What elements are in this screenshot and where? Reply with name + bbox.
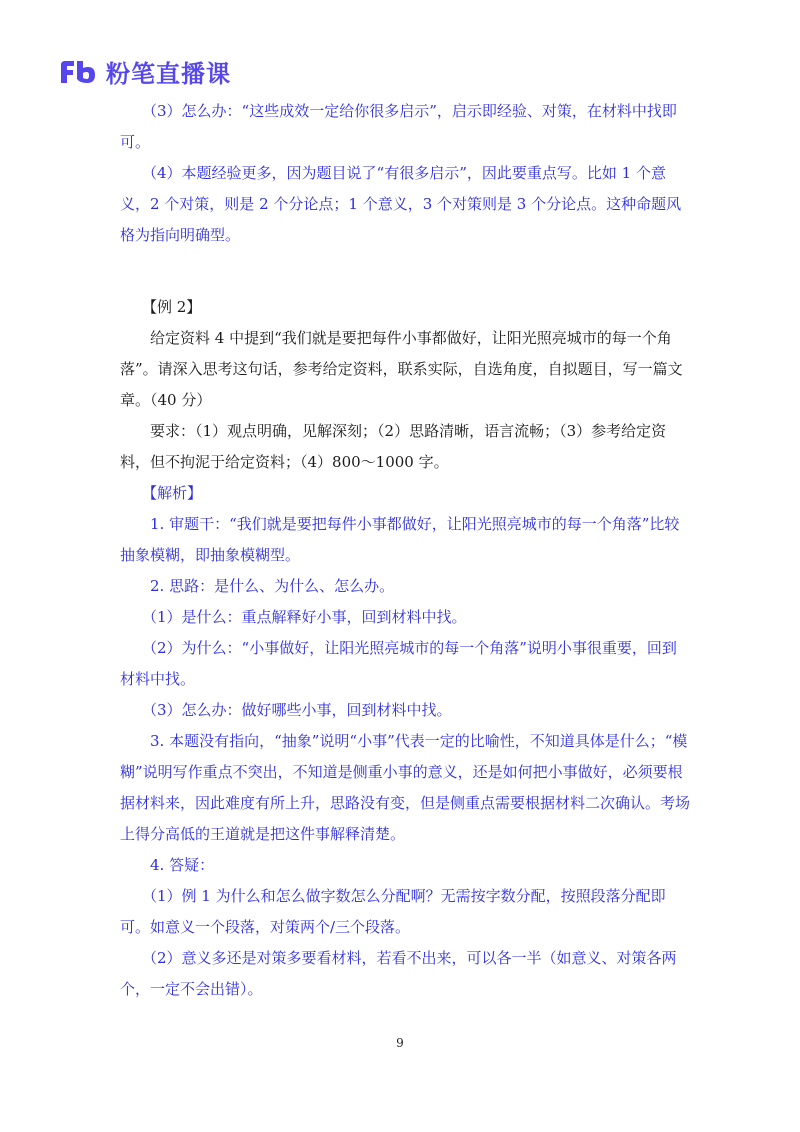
document-body: [120, 96, 690, 1005]
analysis-paragraph-2-2: （2）为什么：“小事做好，让阳光照亮城市的每一个角落”说明小事很重要，回到材料中找。: [120, 639, 677, 688]
page-number: 9: [396, 1036, 404, 1050]
part1-paragraph-4: （4）本题经验更多，因为题目说了“有很多启示”，因此要重点写。比如 1 个意义，2 个对策，则是 2 个分论点；1 个意义，3 个对策则是 3 个分论点。这种命题风格为指向明确型。: [120, 164, 682, 244]
analysis-paragraph-2-3: （3）怎么办：做好哪些小事，回到材料中找。: [142, 701, 452, 719]
analysis-paragraph-4-1: （1）例 1 为什么和怎么做字数怎么分配啊？无需按字数分配，按照段落分配即可。如意义一个段落，对策两个/三个段落。: [120, 887, 666, 936]
example2-requirements: 要求：（1）观点明确，见解深刻；（2）思路清晰，语言流畅；（3）参考给定资料，但不拘泥于给定资料；（4）800～1000 字。: [120, 422, 667, 471]
analysis-paragraph-1: 1. 审题干：“我们就是要把每件小事都做好，让阳光照亮城市的每一个角落”比较抽象模糊，即抽象模糊型。: [120, 515, 680, 564]
example2-question: 给定资料 4 中提到“我们就是要把每件小事都做好，让阳光照亮城市的每一个角落”。请深入思考这句话，参考给定资料，联系实际，自选角度，自拟题目，写一篇文章。（40 分）: [120, 329, 683, 409]
brand-name: 粉笔直播课: [106, 60, 231, 88]
analysis-paragraph-3: 3. 本题没有指向，“抽象”说明“小事”代表一定的比喻性，不知道具体是什么；“模糊”说明写作重点不突出，不知道是侧重小事的意义，还是如何把小事做好，必须要根据材料来，因此难度有所上升，思路没有变，但是侧重点需要根据材料二次确认。考场上得分高低的王道就是把这件事解释清楚。: [120, 732, 691, 843]
analysis-paragraph-2: 2. 思路：是什么、为什么、怎么办。: [150, 577, 395, 595]
analysis-paragraph-4: 4. 答疑：: [150, 856, 215, 874]
analysis-heading: 【解析】: [142, 484, 203, 502]
fenbi-fb-logo-icon: [58, 59, 98, 85]
analysis-paragraph-4-2: （2）意义多还是对策多要看材料，若看不出来，可以各一半（如意义、对策各两个，一定不会出错）。: [120, 949, 677, 998]
spacer: [120, 251, 690, 292]
brand-header: [58, 54, 231, 89]
example2-heading: 【例 2】: [142, 298, 202, 316]
analysis-paragraph-2-1: （1）是什么：重点解释好小事，回到材料中找。: [142, 608, 467, 626]
part1-paragraph-3: （3）怎么办：“这些成效一定给你很多启示”，启示即经验、对策，在材料中找即可。: [120, 102, 677, 151]
